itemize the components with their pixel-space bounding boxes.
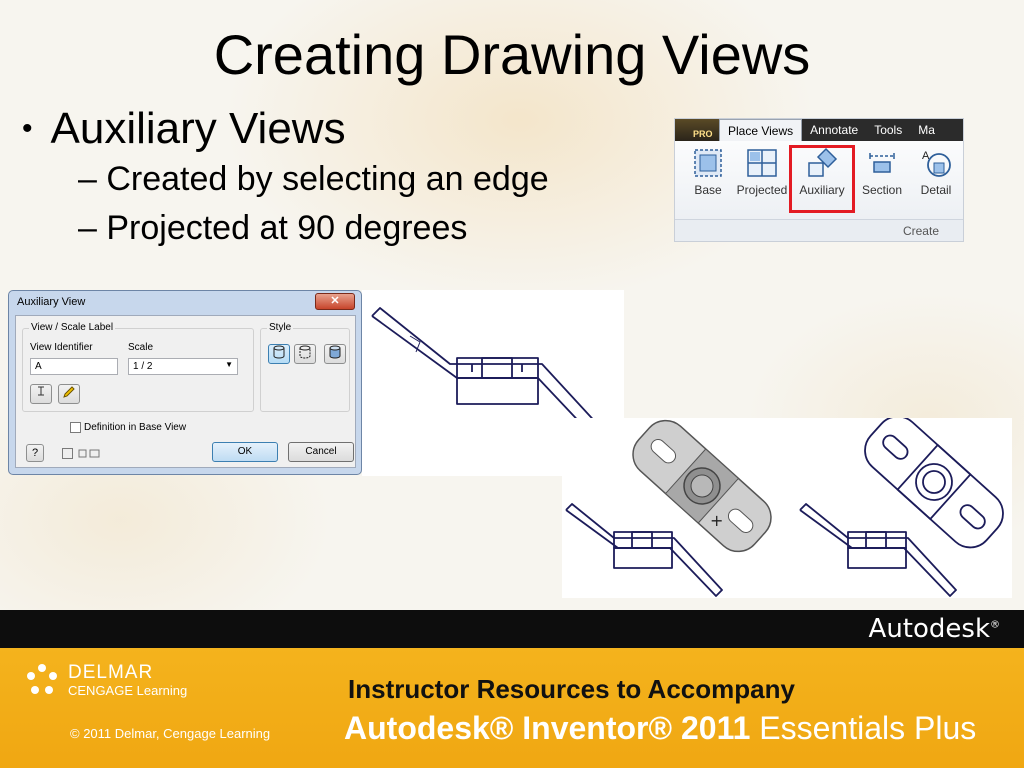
dialog-titlebar[interactable]	[9, 291, 361, 313]
section-view-icon	[866, 147, 898, 179]
create-panel-label: Create	[675, 219, 963, 241]
style-shaded-icon	[329, 345, 341, 359]
dialog-body	[15, 315, 356, 468]
style-group	[260, 322, 350, 412]
instructor-resources-text: Instructor Resources to Accompany	[348, 674, 795, 704]
projection-icon	[78, 446, 102, 460]
section-button[interactable]	[855, 145, 909, 213]
ribbon-panel	[674, 118, 964, 242]
publisher-line2: CENGAGE Learning	[68, 683, 188, 698]
autodesk-logo	[869, 614, 1000, 644]
style-group-label: Style	[269, 322, 292, 333]
auxiliary-view-dialog	[8, 290, 362, 475]
tab-tools[interactable]: Tools	[874, 123, 903, 137]
definition-label: Definition in Base View	[84, 422, 187, 433]
product-title	[344, 710, 976, 747]
section-label: Section	[861, 183, 903, 197]
bullet-main-text: Auxiliary Views	[50, 104, 346, 153]
bullet-dot: •	[22, 112, 33, 145]
auxiliary-button[interactable]	[789, 145, 855, 213]
product-title-rest: Essentials Plus	[750, 710, 977, 746]
autodesk-brand-text: Autodesk	[868, 614, 990, 644]
ribbon-tabs	[675, 119, 963, 141]
svg-text:+: +	[710, 511, 724, 530]
scale-select[interactable]	[128, 358, 238, 375]
base-view-icon	[692, 147, 724, 179]
view-identifier-label: View Identifier	[30, 342, 93, 353]
style-hidden-icon	[273, 345, 285, 359]
auxiliary-view-icon	[806, 147, 838, 179]
slide-title: Creating Drawing Views	[213, 23, 811, 86]
bullet-list	[22, 104, 549, 248]
chevron-down-icon: ▼	[225, 360, 233, 369]
scale-label: Scale	[128, 342, 154, 353]
subbullet-2: – Projected at 90 degrees	[78, 209, 468, 247]
detail-button[interactable]	[909, 145, 963, 213]
footer-publisher-bar	[0, 648, 1024, 768]
svg-text:A: A	[922, 150, 930, 162]
projected-view-icon	[746, 147, 778, 179]
projected-label: Projected	[736, 183, 788, 197]
style-hidden-button[interactable]	[268, 344, 290, 364]
pro-badge[interactable]: PRO	[675, 119, 719, 141]
base-button[interactable]	[681, 145, 735, 213]
style-visible-icon	[299, 345, 311, 359]
detail-view-icon	[920, 147, 952, 179]
autodesk-brand-mark: ®	[990, 619, 1000, 631]
ribbon-tools	[675, 141, 963, 219]
publisher-line1: DELMAR	[68, 662, 154, 683]
drawing-sheet-auxiliary	[562, 418, 1012, 598]
subbullet-1: – Created by selecting an edge	[78, 160, 549, 198]
pencil-button[interactable]	[58, 384, 80, 404]
close-icon[interactable]: ✕	[315, 293, 355, 310]
view-identifier-field[interactable]: A	[30, 358, 118, 375]
ok-button[interactable]: OK	[212, 442, 278, 462]
scale-value: 1 / 2	[133, 361, 153, 372]
bullet-main	[22, 104, 549, 154]
tab-place-views[interactable]: Place Views	[719, 119, 802, 141]
style-visible-button[interactable]	[294, 344, 316, 364]
text-edit-button[interactable]	[30, 384, 52, 404]
text-edit-icon	[35, 385, 47, 397]
product-title-bold: Autodesk® Inventor® 2011	[344, 710, 751, 746]
detail-label: Detail	[920, 183, 952, 197]
cengage-logo-icon	[24, 662, 60, 698]
auxiliary-label: Auxiliary	[799, 183, 845, 197]
view-scale-group-label: View / Scale Label	[31, 322, 114, 333]
cancel-button[interactable]: Cancel	[288, 442, 354, 462]
projected-button[interactable]	[735, 145, 789, 213]
pencil-icon	[62, 385, 76, 399]
definition-checkbox[interactable]	[70, 422, 81, 433]
tab-more[interactable]: Ma	[918, 123, 935, 137]
bracket-auxiliary-views[interactable]	[562, 418, 1012, 598]
style-shaded-button[interactable]	[324, 344, 346, 364]
dialog-title: Auxiliary View	[17, 296, 86, 308]
base-label: Base	[694, 183, 722, 197]
footer-brand-bar	[0, 610, 1024, 648]
help-icon[interactable]: ?	[26, 444, 44, 462]
delmar-cengage-logo	[24, 662, 187, 698]
projection-checkbox[interactable]	[62, 448, 73, 459]
tab-annotate[interactable]: Annotate	[810, 123, 859, 137]
copyright-text: © 2011 Delmar, Cengage Learning	[70, 726, 271, 741]
